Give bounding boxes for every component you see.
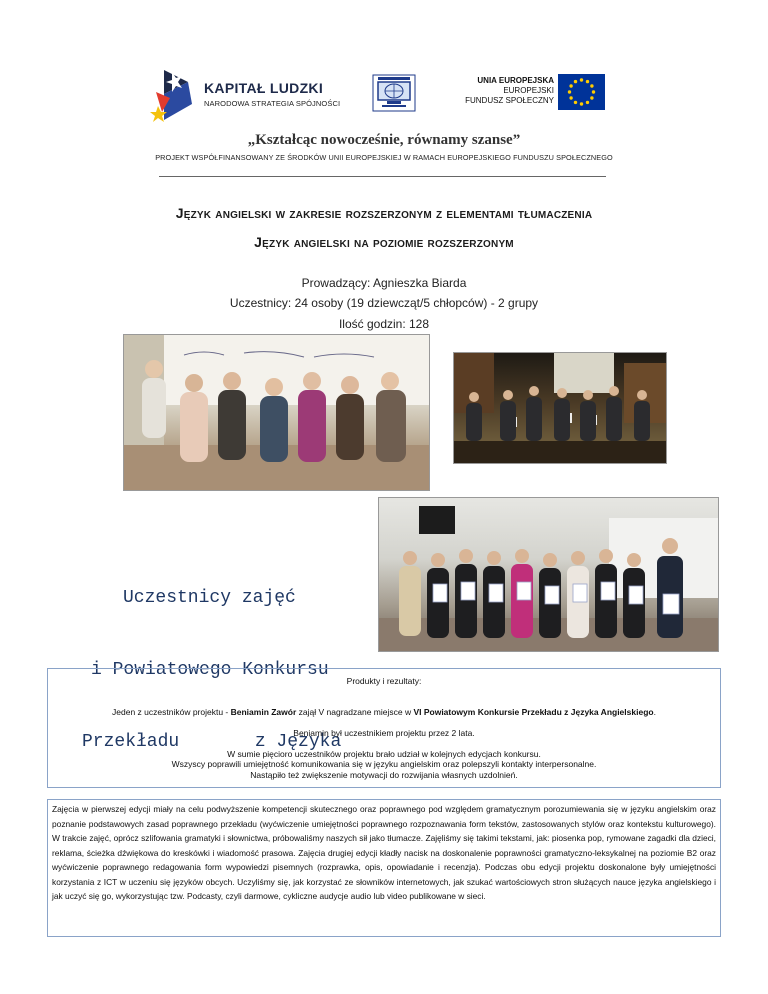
- course-title-2: Język angielski na poziomie rozszerzonym: [254, 234, 514, 250]
- caption-line-2: i Powiatowego Konkursu: [91, 660, 329, 680]
- results-line-5: Nastąpiło też zwiększenie motywacji do rozwijania własnych uzdolnień.: [250, 770, 518, 780]
- classroom-group-photo: [123, 334, 430, 491]
- hall-group-photo: [453, 352, 667, 464]
- caption-line-3: Przekładu z Języka: [82, 732, 342, 752]
- eu-label-european: EUROPEJSKI: [503, 86, 554, 95]
- results-title: Produkty i rezultaty:: [346, 676, 422, 686]
- winner-name: Beniamin Zawór: [230, 707, 297, 717]
- caption-line-1: Uczestnicy zajęć: [123, 588, 296, 608]
- header-divider: [159, 176, 606, 177]
- kapital-ludzki-title: KAPITAŁ LUDZKI: [204, 80, 324, 96]
- kapital-ludzki-logo: [150, 64, 206, 124]
- participants-info: Uczestnicy: 24 osoby (19 dziewcząt/5 chłopców) - 2 grupy: [229, 296, 539, 310]
- results-line-1: Jeden z uczestników projektu - Beniamin Zawór zajął V nagradzane miejsce w VI Powiatowym Konkursie Przekładu z Języka Angielskiego.: [112, 707, 656, 717]
- eu-label-fund: FUNDUSZ SPOŁECZNY: [465, 96, 554, 105]
- eu-flag-icon: [558, 74, 605, 110]
- contest-participants-photo: [378, 497, 719, 652]
- project-motto: „Kształcąc nowocześnie, równamy szanse”: [247, 132, 521, 148]
- teacher-info: Prowadzący: Agnieszka Biarda: [301, 276, 467, 290]
- kapital-ludzki-subtitle: NARODOWA STRATEGIA SPÓJNOŚCI: [204, 99, 341, 108]
- hours-info: Ilość godzin: 128: [338, 317, 430, 331]
- results-line-2: Beniamin był uczestnikiem projektu przez 2 lata.: [293, 728, 475, 738]
- description-paragraph: Zajęcia w pierwszej edycji miały na celu podwyższenie kompetencji skutecznego oraz poprawnego pod względem gramatycznym porozumiewania się w języku angielskim oraz poznanie podstawowych zasad poprawnego przekładu (wyćwiczenie umiejętności poprawnego rozpoznawania form tekstów, zastosowanych stylów oraz kontekstu kulturowego). W trakcie zajęć, oprócz szlifowania gramatyki i słownictwa, próbowaliśmy naszych sił jako tłumacze. Zajęliśmy się takimi tekstami, jak: piosenka pop, rymowane zagadki dla dzieci, reklama, ścieżka dźwiękowa do kreskówki i wiadomość prasowa. Zajęcia drugiej edycji kładły nacisk na doskonalenie poprawności gramatyczno-leksykalnej na poziomie B2 oraz wyćwiczenie poprawnego redagowania form wypowiedzi pisemnych (rozprawka, opis, opowiadanie i recenzja). Podczas obu edycji projektu doskonalone były umiejętności korzystania z ICT w uczeniu się języków obcych. Uczyliśmy się, jak korzystać ze słowników internetowych, jak szukać wartościowych stron służących nauce języka angielskiego i jak uczyć się go, wykorzystując tzw. Podcasty, czyli darmowe, cykliczne audycje audio lub video publikowane w sieci.: [52, 804, 716, 901]
- course-title-1: Język angielski w zakresie rozszerzonym z elementami tłumaczenia: [175, 205, 593, 221]
- contest-name: VI Powiatowym Konkursie Przekładu z Języka Angielskiego: [413, 707, 654, 717]
- cofinancing-note: PROJEKT WSPÓŁFINANSOWANY ZE ŚRODKÓW UNII EUROPEJSKIEJ W RAMACH EUROPEJSKIEGO FUNDUSZU SPOŁECZNEGO: [155, 153, 613, 162]
- eu-label-union: UNIA EUROPEJSKA: [477, 76, 554, 85]
- results-line-4: Wszyscy poprawili umiejętność komunikowania się w języku angielskim oraz polepszyli kontakty interpersonalne.: [171, 759, 597, 769]
- results-line-3: W sumie pięcioro uczestników projektu brało udział w kolejnych edycjach konkursu.: [227, 749, 541, 759]
- project-logo: [372, 74, 416, 112]
